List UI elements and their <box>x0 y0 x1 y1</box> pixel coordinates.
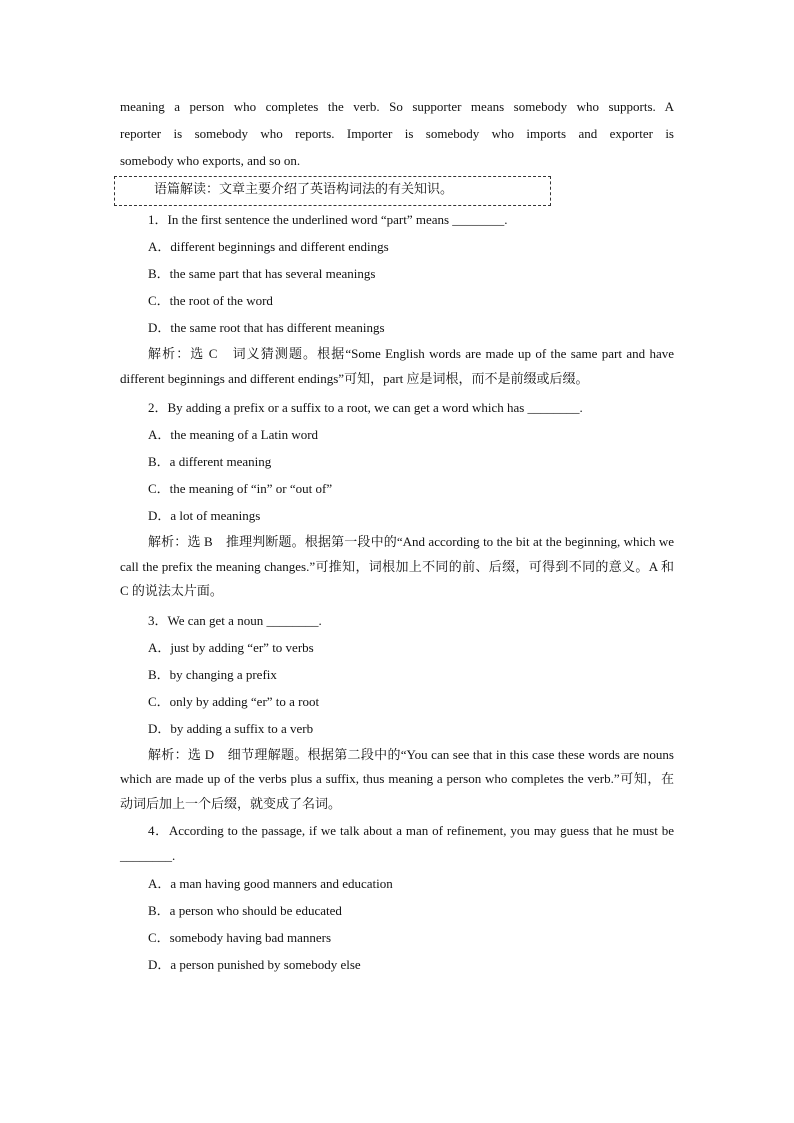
document-page <box>120 93 674 978</box>
question-3-analysis: 解析：选 D 细节理解题。根据第二段中的“You can see that in this case these words are nouns which are made up of the verbs plus a suffix, thus meaning a person who completes the verb.”可知，在动词后加上一个后缀，就变成了名词。 <box>120 746 674 811</box>
question-1-option-d: D．the same root that has different meanings <box>148 320 385 335</box>
question-3-option-a: A．just by adding “er” to verbs <box>148 639 314 655</box>
intro-line-2: reporter is somebody who reports. Importer is somebody who imports and exporter is <box>120 126 674 141</box>
question-2-option-d: D．a lot of meanings <box>148 508 261 523</box>
question-2-option-b: B．a different meaning <box>148 454 272 469</box>
question-3-option-c: C．only by adding “er” to a root <box>148 693 320 709</box>
intro-line-3: somebody who exports, and so on. <box>120 153 301 168</box>
question-4-option-a: A．a man having good manners and education <box>148 876 393 891</box>
question-2-option-a: A．the meaning of a Latin word <box>148 427 319 442</box>
question-3-stem: 3．We can get a noun ________. <box>148 612 322 628</box>
question-2-option-c: C．the meaning of “in” or “out of” <box>148 481 333 496</box>
question-4-option-d: D．a person punished by somebody else <box>148 957 361 972</box>
question-1-option-a: A．different beginnings and different endings <box>148 239 389 254</box>
summary-box <box>120 176 674 206</box>
summary-text: 语篇解读：文章主要介绍了英语构词法的有关知识。 <box>154 182 454 197</box>
question-3-option-b: B．by changing a prefix <box>148 666 277 682</box>
question-4-stem: 4．According to the passage, if we talk about a man of refinement, you may guess that he must be ________. <box>120 823 674 863</box>
question-1-stem: 1．In the first sentence the underlined word “part” means ________. <box>148 212 508 227</box>
question-1-analysis: 解析：选 C 词义猜测题。根据“Some English words are made up of the same part and have different beginnings and different endings”可知，part 应是词根，而不是前缀或后缀。 <box>120 346 674 386</box>
question-2-analysis: 解析：选 B 推理判断题。根据第一段中的“And according to the bit at the beginning, which we call the prefix the meaning changes.”可推知，词根加上不同的前、后缀，可得到不同的意义。A 和 C 的说法太片面。 <box>120 534 674 598</box>
intro-line-1: meaning a person who completes the verb. So supporter means somebody who supports. A <box>120 99 674 114</box>
question-2-stem: 2．By adding a prefix or a suffix to a root, we can get a word which has ________. <box>148 400 583 415</box>
question-1-option-b: B．the same part that has several meanings <box>148 266 376 281</box>
question-1-option-c: C．the root of the word <box>148 293 273 308</box>
question-4-option-b: B．a person who should be educated <box>148 903 342 918</box>
question-3-option-d: D．by adding a suffix to a verb <box>148 720 314 736</box>
question-4-option-c: C．somebody having bad manners <box>148 930 332 945</box>
